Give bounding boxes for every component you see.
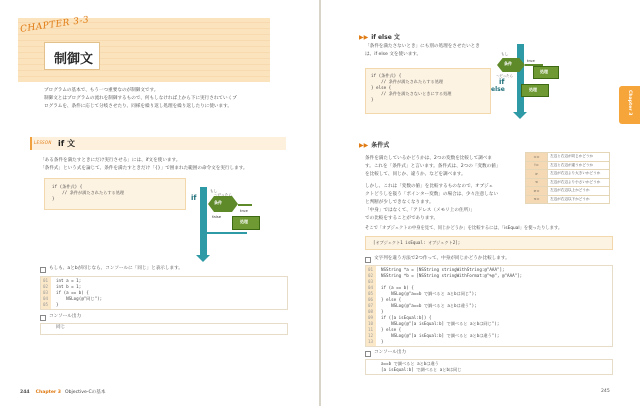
flow-merge-line xyxy=(207,232,247,234)
intro-line-3: ログラムを、条件に応じて分岐させたり、同様を繰り返し処理を繰り返したりに使います。 xyxy=(44,104,232,109)
line-number-05: 05 xyxy=(43,302,49,307)
line-number-02: 02 xyxy=(43,284,49,289)
chapter-label: CHAPTER 3-3 xyxy=(19,15,90,35)
flow2-datta: 〜だったら xyxy=(496,74,513,78)
intro-line-2: 制御文とはプログラムの流れを制御するもので、何もしなければ上から下に実行されていくプ xyxy=(44,96,237,101)
cond-line-7: 「中身」ではなくて、「アドレス（メモリ上の住所）」 xyxy=(365,208,476,213)
footer-chapter: Chapter 3 xyxy=(35,390,61,395)
if-syntax-code: if (条件式) { // 条件が満たされたらする処理 } xyxy=(52,184,125,201)
flow2-process-true-label: 処理 xyxy=(540,69,548,74)
flow-main-arrow xyxy=(200,187,207,255)
console-caption-row xyxy=(40,315,46,322)
ifelse-desc-2: は、if else 文を使います。 xyxy=(365,52,422,57)
flow-false-label: false xyxy=(212,214,222,219)
lesson-title: if 文 xyxy=(58,139,76,148)
condition-label: 条件 xyxy=(214,200,222,205)
flow2-process-false-label: 処理 xyxy=(529,87,537,92)
right-page xyxy=(321,0,640,406)
flow-if-label: if xyxy=(191,194,197,202)
ifelse-desc-1: 「条件を満たさないとき」にも別の処理をさせたいとき xyxy=(365,44,480,49)
console-output-box xyxy=(40,323,288,335)
flow2-condition-label: 条件 xyxy=(504,61,512,66)
left-footer xyxy=(20,389,105,395)
console-icon xyxy=(40,315,46,321)
console2-caption-row xyxy=(365,351,371,358)
cond-line-5: クトどうしを扱う「ポインター変数」の場合は、少々注意しない xyxy=(365,192,499,197)
lesson-tag: LESSON xyxy=(34,140,52,145)
table-row: >= 左辺が右辺以上かどうか xyxy=(526,187,610,196)
condition-diamond xyxy=(208,196,238,212)
console-caption: コンソール出力 xyxy=(49,314,82,319)
example2-caption: 文字列を違う方法で2つ作って、中身が同じかどうか比較します。 xyxy=(374,256,510,261)
table-row: != 左辺と右辺が違うかどうか xyxy=(526,161,610,170)
example-code: int a = 1; int b = 1; if (a == b) { NSLog(@"同じ"); } xyxy=(56,278,103,307)
cond-line-8: での比較をすることがであります。 xyxy=(365,216,439,221)
cond-line-1: 条件を満たしているかどうかは、2つの変数を比較して調べま xyxy=(365,156,492,161)
ifelse-heading: ▶▶ if else 文 xyxy=(359,34,400,41)
example2-code: NSString *a = [NSString stringWithString:@"AAA"]; NSString *b = [NSString stringWithFormat:@"%@", @"AAA"]; if (a == b) { NSLog(@"a==b で調べると aとbは同じ"); } else { NSLog(@"a==b で調べると aとbは違う"); } if ([a isEqual:b]) { NSLog(@"[a isEqual:b] で調べると aとbは同じ"); } else { NSLog(@"[a isEqual:b] で調べると aとbは違う"); } xyxy=(381,267,523,344)
table-row: > 左辺が右辺より大きいかどうか xyxy=(526,170,610,179)
right-page-number: 245 xyxy=(601,389,610,394)
ifelse-syntax-code: if (条件式) { // 条件が満たされたらする処理 } else { // 条件を満たさないときにする処理 } xyxy=(371,73,452,102)
chapter-side-tab-label: Chapter 3 xyxy=(627,90,632,116)
if-desc-line-2: 「条件式」という式を論じて、条件を満たすときだけ「{}」で囲まれた範囲の命令文を実行します。 xyxy=(40,166,248,171)
flow-datta: 〜だったら xyxy=(214,193,232,197)
flow-arrow-head xyxy=(196,255,210,262)
flow2-moshi: もし xyxy=(501,52,509,56)
left-page xyxy=(0,0,319,406)
flow2-main-arrow xyxy=(517,44,524,112)
console2-caption: コンソール出力 xyxy=(374,350,407,355)
flow2-else-label: else xyxy=(491,86,505,93)
line-number-04: 04 xyxy=(43,296,49,301)
example2-line-numbers: 01 02 03 04 05 06 07 08 09 10 11 12 13 xyxy=(368,267,374,344)
cond-line-2: す。これを「条件式」と言います。条件式は、2つの「変数の値」 xyxy=(365,164,501,169)
flow2-if-label: if xyxy=(499,78,505,86)
example-caption: もしも、aとbが同じなら、コンソールに「同じ」と表示します。 xyxy=(49,266,183,271)
cond-line-6: と判断が少しできなくなります。 xyxy=(365,200,434,205)
flow-true-line xyxy=(238,204,252,206)
isequal-syntax: [オブジェクト1 isEqual: オブジェクト2]; xyxy=(373,240,461,245)
console2-icon xyxy=(365,351,371,357)
condition-heading: ▶▶ 条件式 xyxy=(359,142,390,149)
table-row: <= 左辺が右辺以下かどうか xyxy=(526,195,610,204)
example-caption-row xyxy=(40,267,46,274)
sample-file-icon xyxy=(40,267,46,273)
line-number-01: 01 xyxy=(43,278,49,283)
cond-line-4: しかし、これは「変数の値」を比較するものなので、オブジェ xyxy=(365,184,494,189)
console2-output: a==b で調べると aとbは違う [a isEqual:b] で調べると aとbは同じ xyxy=(381,361,462,372)
flow2-true-label: true xyxy=(527,58,535,63)
process-label: 処理 xyxy=(240,219,248,224)
table-row: < 左辺が右辺より小さいかどうか xyxy=(526,178,610,187)
flow2-arrow-head xyxy=(513,112,527,119)
table-row: == 左辺と右辺が同じかどうか xyxy=(526,153,610,162)
example2-caption-row xyxy=(365,257,371,264)
console-output: 同じ xyxy=(56,325,66,330)
intro-line-1: プログラムの基本で、もう一つ重要なのが制御文です。 xyxy=(44,88,159,93)
footer-subtitle: Objective-Cの基本 xyxy=(65,390,106,395)
if-desc-line-1: 「ある条件を満たすときにだけ実行させる」には、if文を使います。 xyxy=(40,158,181,163)
flow-true-label: true xyxy=(240,208,248,213)
cond-line-3: を比較して、同じか、違うか、などを調べます。 xyxy=(365,172,466,177)
cond-line-9: そこで「オブジェクトの中身を見て、同じかどうか」を比較するには、「isEqual」を使ったりします。 xyxy=(365,226,563,231)
flow-moshi: もし xyxy=(210,189,218,193)
operator-table xyxy=(525,152,610,204)
line-number-03: 03 xyxy=(43,290,49,295)
sample2-file-icon xyxy=(365,257,371,263)
left-page-number: 244 xyxy=(20,390,30,395)
chapter-title: 制御文 xyxy=(54,52,94,67)
